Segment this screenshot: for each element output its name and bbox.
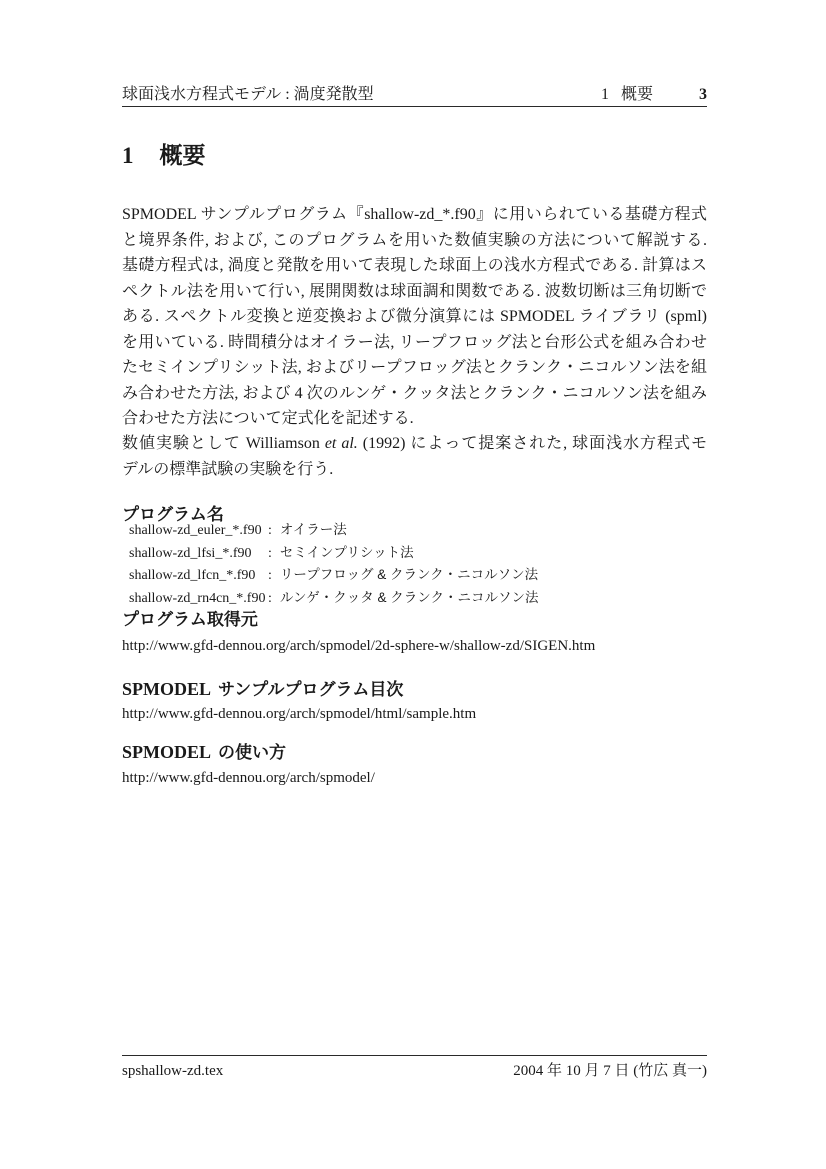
running-header [122,85,707,104]
footer-date-author: 2004 年 10 月 7 日 (竹広 真一) [513,1063,707,1079]
footer-rule [122,1055,707,1056]
program-colon: : [268,523,272,538]
usage-heading [122,742,286,763]
program-colon: : [268,545,272,561]
program-description: ルンゲ・クッタ & クランク・ニコルソン法 [279,590,539,606]
program-filename: shallow-zd_euler_*.f90 [129,523,262,538]
program-row [122,587,707,610]
paragraph-line [122,431,707,457]
paragraph-line: ある. スペクトル変換と逆変換および微分演算には SPMODEL ライブラリ (spml) [122,308,707,325]
program-description: オイラー法 [279,522,347,537]
program-row [122,542,707,565]
running-header-right [601,85,707,104]
paragraph-line: み合わせた方法, および 4 次のルンゲ・クッタ法とクランク・ニコルソン法を組み [122,384,707,402]
paragraph-line: ペクトル法を用いて行い, 展開関数は球面調和関数である. 波数切断は三角切断で [122,282,707,300]
program-filename: shallow-zd_lfcn_*.f90 [129,568,256,584]
running-title: 球面浅水方程式モデル : 渦度発散型 [122,86,374,103]
paragraph-line: 合わせた方法について定式化を記述する. [122,410,414,427]
paragraph-1 [122,202,707,432]
citation-et-al: et al. [324,435,358,452]
usage-heading-ja: の使い方 [218,743,287,762]
program-colon: : [268,568,272,584]
program-filename: shallow-zd_lfsi_*.f90 [129,545,252,561]
program-names-heading: プログラム名 [122,505,224,524]
sample-index-heading-latin: SPMODEL [122,679,212,699]
section-number: 1 [122,143,134,168]
paragraph-line: SPMODEL サンプルプログラム『shallow-zd_*.f90』に用いられている基礎方程式 [122,206,707,223]
sample-index-url: http://www.gfd-dennou.org/arch/spmodel/html/sample.htm [122,706,477,722]
header-rule [122,106,707,107]
header-section-title: 概要 [620,86,653,103]
usage-heading-latin: SPMODEL [122,742,212,762]
paragraph-line: を用いている. 時間積分はオイラー法, リープフロッグ法と台形公式を組み合わせ [122,333,707,351]
program-source-heading: プログラム取得元 [122,610,258,629]
paragraph-text: 数値実験として Williamson [122,435,325,452]
header-page-number: 3 [699,86,707,103]
section-title [122,141,206,170]
header-section-number: 1 [600,86,609,103]
paragraph-line: 基礎方程式は, 渦度と発散を用いて表現した球面上の浅水方程式である. 計算はス [122,257,707,274]
footer-filename: spshallow-zd.tex [122,1063,224,1079]
program-filename: shallow-zd_rn4cn_*.f90 [129,591,266,607]
program-colon: : [268,591,272,607]
program-description: リープフロッグ & クランク・ニコルソン法 [279,567,539,583]
usage-url: http://www.gfd-dennou.org/arch/spmodel/ [122,770,375,786]
paragraph-line: と境界条件, および, このプログラムを用いた数値実験の方法について解説する. [122,231,707,249]
paragraph-line: たセミインプリシット法, およびリープフロッグ法とクランク・ニコルソン法を組 [122,359,707,376]
program-description: セミインプリシット法 [279,544,414,560]
paragraph-line: デルの標準試験の実験を行う. [122,461,334,478]
program-source-url: http://www.gfd-dennou.org/arch/spmodel/2d-sphere-w/shallow-zd/SIGEN.htm [122,638,596,654]
paragraph-text: (1992) によって提案された, 球面浅水方程式モ [357,435,707,452]
program-row [122,519,707,542]
program-list [122,519,707,610]
sample-index-heading [122,679,403,700]
paragraph-2 [122,431,707,483]
program-row [122,564,707,587]
sample-index-heading-ja: サンプルプログラム目次 [218,680,404,699]
section-name: 概要 [159,142,206,168]
running-footer [122,1062,707,1081]
